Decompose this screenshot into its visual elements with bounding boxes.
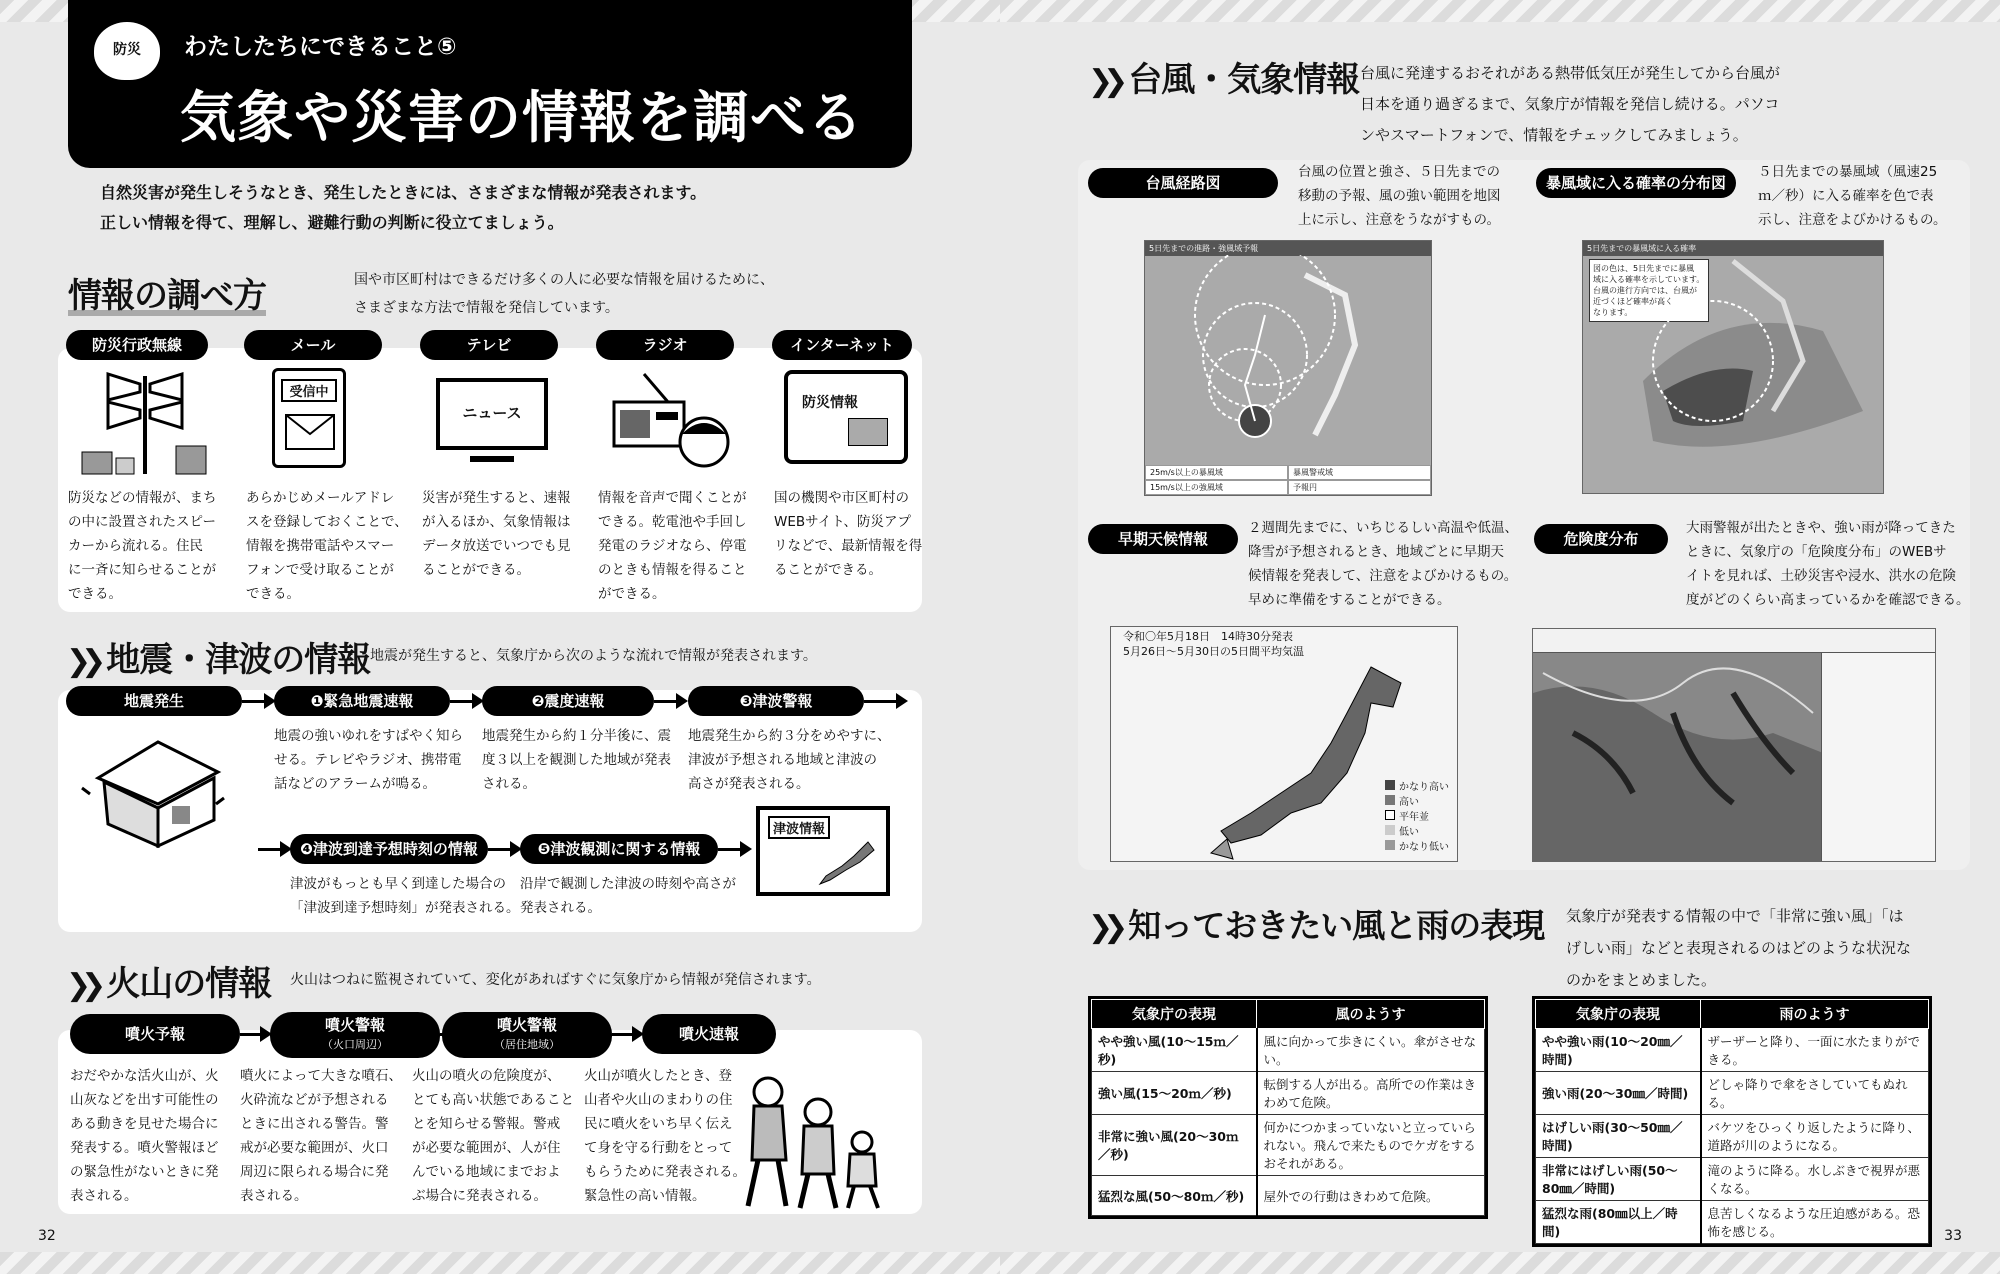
desc-line: さまざまな方法で情報を発信しています。 (354, 300, 619, 316)
table-header: 雨のようす (1701, 1000, 1929, 1029)
step-sub: （居住地域） (494, 1038, 560, 1051)
section-title-earthquake (66, 632, 370, 681)
text-line: とても高い状態であること (412, 1092, 574, 1108)
text-line: 緊急性の高い情報。 (584, 1188, 706, 1204)
text-line: ある動きを見せた場合に (70, 1116, 219, 1132)
table-cell: 非常に強い風(20〜30ｍ／秒) (1092, 1115, 1257, 1176)
section-title-typhoon (1088, 52, 1359, 101)
legend-item: 15m/s以上の強風域 (1145, 480, 1288, 495)
table-row (1536, 1029, 1929, 1072)
text-line: 山者や火山のまわりの住 (584, 1092, 733, 1108)
table-header: 気象庁の表現 (1536, 1000, 1701, 1029)
table-cell: ザーザーと降り、一面に水たまりができる。 (1701, 1029, 1929, 1072)
text-line: 情報を音声で聞くことが (598, 490, 747, 506)
text-line: 発電のラジオなら、停電 (598, 538, 747, 554)
text-line: できる。 (68, 586, 122, 602)
table-cell: やや強い風(10〜15ｍ／秒) (1092, 1029, 1257, 1072)
desc-line: 日本を通り過ぎるまで、気象庁が情報を発信し続ける。パソコ (1360, 95, 1780, 113)
label-bousai-musen: 防災行政無線 (66, 330, 208, 360)
table-header-row (1092, 1000, 1485, 1029)
text-line: が必要な範囲が、人が住 (412, 1140, 561, 1156)
text-line: 災害が発生すると、速報 (422, 490, 571, 506)
text-line: 戒が必要な範囲が、火口 (240, 1140, 389, 1156)
text-line: せる。テレビやラジオ、携帯電 (274, 752, 462, 768)
label-tv: テレビ (420, 330, 558, 360)
text-line: 示し、注意をよびかけるもの。 (1758, 212, 1947, 228)
table-row (1536, 1201, 1929, 1244)
intro-line-2: 正しい情報を得て、理解し、避難行動の判断に役立てましょう。 (100, 213, 564, 232)
text-line: 度がどのくらい高まっているかを確認できる。 (1686, 592, 1970, 608)
text-line: 度３以上を観測した地域が発表 (482, 752, 671, 768)
section-title-text: 知っておきたい風と雨の表現 (1128, 906, 1545, 945)
badge-label: 防災 (113, 42, 141, 58)
table-row (1536, 1158, 1929, 1201)
title-banner (68, 0, 912, 168)
text-danger-distribution (1686, 516, 1970, 612)
note-line: 図の色は、5日先までに暴風 (1593, 264, 1695, 273)
text-early-weather (1248, 516, 1518, 612)
text-line: 大雨警報が出たときや、強い雨が降ってきた (1686, 520, 1956, 536)
text-eruption-flash (584, 1064, 746, 1208)
mail-phone-icon (272, 368, 346, 468)
section-desc-volcano: 火山はつねに監視されていて、変化があればすぐに気象庁から情報が発信されます。 (290, 972, 821, 988)
text-line: 移動の予報、風の強い範囲を地図 (1298, 188, 1501, 204)
evacuating-people-icon (740, 1070, 900, 1210)
text-typhoon-track (1298, 160, 1501, 232)
text-line: のときも情報を得ること (598, 562, 747, 578)
page-number-right: 33 (1944, 1228, 1962, 1244)
tv-stand (470, 456, 514, 462)
table-header: 気象庁の表現 (1092, 1000, 1257, 1029)
label-mail: メール (244, 330, 382, 360)
legend-label: かなり高い (1399, 782, 1449, 793)
top-stripe (1000, 0, 2000, 22)
text-line: 高さが発表される。 (688, 776, 810, 792)
map-toolbar (1533, 629, 1935, 653)
flow-arrow (718, 848, 748, 851)
text-line: できる。乾電池や手回し (598, 514, 747, 530)
table-cell: 猛烈な雨(80㎜以上／時間) (1536, 1201, 1701, 1244)
text-line: ができる。 (598, 586, 666, 602)
label-typhoon-track: 台風経路図 (1088, 168, 1278, 198)
text-line: ２週間先までに、いちじるしい高温や低温、 (1248, 520, 1518, 536)
note-line: 近づくほど確率が高く (1593, 297, 1673, 306)
text-line: 候情報を発表して、注意をよびかけるもの。 (1248, 568, 1518, 584)
table-row (1092, 1029, 1485, 1072)
flow-arrow (240, 1033, 268, 1036)
mail-art-label: 受信中 (281, 379, 337, 402)
flow-arrow (450, 700, 480, 703)
tsunami-board-icon (756, 806, 890, 896)
chevron-right-icon: ❯❯ (66, 644, 97, 679)
text-tsunami-observed (520, 872, 736, 920)
step-sub: （火口周辺） (322, 1038, 388, 1051)
text-radio (598, 486, 747, 606)
legend-item: 予報円 (1288, 480, 1431, 495)
desc-line: のかをまとめました。 (1566, 971, 1717, 989)
page-number-left: 32 (38, 1228, 56, 1244)
table-cell: やや強い雨(10〜20㎜／時間) (1536, 1029, 1701, 1072)
tsunami-board-label: 津波情報 (768, 816, 830, 839)
collapsed-house-icon (78, 728, 228, 848)
text-line: 発表する。噴火警報ほど (70, 1140, 219, 1156)
legend-item: 25m/s以上の暴風域 (1145, 465, 1288, 480)
text-line: 周辺に限られる場合に発 (240, 1164, 389, 1180)
text-line: に一斉に知らせることが (68, 562, 217, 578)
text-line: とを知らせる警報。警戒 (412, 1116, 561, 1132)
section-desc-info-methods (354, 266, 774, 322)
text-line: ときに、気象庁の「危険度分布」のWEBサ (1686, 544, 1947, 560)
map-title: 5日先までの進路・強風域予報 (1145, 241, 1431, 256)
text-mail (246, 486, 408, 606)
text-line: 津波が予想される地域と津波の (688, 752, 877, 768)
envelope-icon (285, 414, 335, 450)
section-title-info-methods: 情報の調べ方 (68, 276, 266, 316)
desc-line: 国や市区町村はできるだけ多くの人に必要な情報を届けるために、 (354, 272, 774, 288)
text-line: 民に噴火をいち早く伝え (584, 1116, 733, 1132)
legend-label: 高い (1399, 797, 1419, 808)
flow-arrow (612, 1033, 640, 1036)
flow-arrow (258, 848, 288, 851)
legend-item (1385, 810, 1449, 825)
text-line: が入るほか、気象情報は (422, 514, 571, 530)
legend-label: 低い (1399, 827, 1419, 838)
step-label: 噴火警報 (324, 1016, 385, 1034)
text-line: WEBサイト、防災アプ (774, 514, 911, 530)
table-cell: 強い雨(20〜30㎜／時間) (1536, 1072, 1701, 1115)
step-eruption-flash (642, 1014, 776, 1054)
legend-item (1385, 795, 1449, 810)
text-line: 「津波到達予想時刻」が発表される。 (290, 900, 520, 916)
text-line: カーから流れる。住民 (68, 538, 203, 554)
table-cell: 滝のように降る。水しぶきで視界が悪くなる。 (1701, 1158, 1929, 1201)
table-cell: はげしい雨(30〜50㎜／時間) (1536, 1115, 1701, 1158)
text-tv (422, 486, 571, 582)
label-radio: ラジオ (596, 330, 734, 360)
step-shindo: ❷震度速報 (482, 686, 654, 716)
step-earthquake: 地震発生 (66, 686, 242, 716)
map-sidebar (1821, 653, 1935, 861)
table-cell: 息苦しくなるような圧迫感がある。恐怖を感じる。 (1701, 1201, 1929, 1244)
tv-icon (436, 378, 548, 450)
text-line: ることができる。 (774, 562, 882, 578)
text-volcano-forecast (70, 1064, 219, 1208)
text-line: あらかじめメールアドレ (246, 490, 395, 506)
note-line: 域に入る確率を示しています。 (1593, 275, 1705, 284)
chevron-right-icon: ❯❯ (1088, 64, 1119, 99)
map-title: 5日先までの暴風域に入る確率 (1583, 241, 1883, 256)
table-cell: 風に向かって歩きにくい。傘がさせない。 (1257, 1029, 1485, 1072)
bottom-stripe (1000, 1252, 2000, 1274)
bottom-stripe (0, 1252, 1000, 1274)
text-internet (774, 486, 922, 582)
text-line: 降雪が予想されるとき、地域ごとに早期天 (1248, 544, 1504, 560)
text-bousai-musen (68, 486, 217, 606)
section-title-volcano (66, 956, 271, 1005)
table-row (1536, 1115, 1929, 1158)
text-eew (274, 724, 463, 796)
text-line: ときに出される警告。警 (240, 1116, 389, 1132)
table-row (1092, 1072, 1485, 1115)
text-line: 山灰などを出す可能性の (70, 1092, 219, 1108)
legend-item: 暴風警戒域 (1288, 465, 1431, 480)
page-title: 気象や災害の情報を調べる (180, 86, 864, 151)
text-line: 表される。 (240, 1188, 308, 1204)
japan-map-icon (816, 840, 876, 886)
section-title-text: 台風・気象情報 (1128, 60, 1360, 100)
label-early-weather: 早期天候情報 (1088, 524, 1238, 554)
step-volcano-warning-resident (442, 1012, 612, 1058)
legend-item (1385, 825, 1449, 840)
text-line: おだやかな活火山が、火 (70, 1068, 219, 1084)
text-line: 噴火によって大きな噴石、 (240, 1068, 402, 1084)
table-cell: 屋外での行動はきわめて危険。 (1257, 1176, 1485, 1216)
text-line: 表される。 (70, 1188, 138, 1204)
loudspeaker-icon (80, 366, 210, 478)
right-page (1000, 0, 2000, 1274)
step-label: 噴火警報 (496, 1016, 557, 1034)
desc-line: 気象庁が発表する情報の中で「非常に強い風」「は (1566, 907, 1904, 925)
table-cell: バケツをひっくり返したように降り、道路が川のようになる。 (1701, 1115, 1929, 1158)
early-weather-map (1110, 626, 1458, 862)
text-line: 台風の位置と強さ、５日先までの (1298, 164, 1500, 180)
label-danger-distribution: 危険度分布 (1534, 524, 1668, 554)
legend-label: 平年並 (1399, 812, 1429, 823)
text-line: ５日先までの暴風域（風速25 (1758, 164, 1938, 180)
table-row (1092, 1115, 1485, 1176)
disaster-badge-icon (94, 22, 160, 80)
flow-arrow (242, 700, 272, 703)
table-row (1536, 1072, 1929, 1115)
desc-line: 台風に発達するおそれがある熱帯低気圧が発生してから台風が (1360, 64, 1781, 82)
desc-line: ンやスマートフォンで、情報をチェックしてみましょう。 (1360, 126, 1748, 144)
text-line: て身を守る行動をとって (584, 1140, 733, 1156)
table-header-row (1536, 1000, 1929, 1029)
text-line: データ放送でいつでも見 (422, 538, 571, 554)
intro-text (100, 178, 706, 238)
table-cell: どしゃ降りで傘をさしていてもぬれる。 (1701, 1072, 1929, 1115)
tv-art-label: ニュース (462, 404, 522, 422)
text-line: 沿岸で観測した津波の時刻や高さが (520, 876, 736, 892)
internet-art-label: 防災情報 (802, 395, 858, 411)
text-shindo (482, 724, 671, 796)
table-row (1092, 1176, 1485, 1216)
note-line: 台風の進行方向では、台風が (1593, 286, 1697, 295)
flow-arrow (864, 700, 904, 703)
text-line: 上に示し、注意をうながすもの。 (1298, 212, 1500, 228)
step-volcano-forecast (70, 1014, 240, 1054)
probability-shading-icon (1583, 241, 1884, 494)
label-storm-probability: 暴風域に入る確率の分布図 (1536, 168, 1736, 198)
tablet-chart (848, 418, 888, 446)
text-line: イトを見れば、土砂災害や浸水、洪水の危険 (1686, 568, 1956, 584)
text-line: 火山が噴火したとき、登 (584, 1068, 732, 1084)
table-cell: 何かにつかまっていないと立っていられない。飛んで来たものでケガをするおそれがある。 (1257, 1115, 1485, 1176)
text-line: んでいる地域にまでおよ (412, 1164, 561, 1180)
step-label: 噴火速報 (678, 1025, 739, 1043)
legend-item (1385, 780, 1449, 795)
table-cell: 転倒する人が出る。高所での作業はきわめて危険。 (1257, 1072, 1485, 1115)
typhoon-track-map (1144, 240, 1432, 496)
flow-arrow (654, 700, 684, 703)
table-cell: 猛烈な風(50〜80ｍ／秒) (1092, 1176, 1257, 1216)
text-line: フォンで受け取ることが (246, 562, 394, 578)
text-line: 火砕流などが予想される (240, 1092, 389, 1108)
step-eew: ❶緊急地震速報 (274, 686, 450, 716)
text-tsunami-warning (688, 724, 891, 796)
text-line: される。 (482, 776, 536, 792)
desc-line: げしい雨」などと表現されるのはどのような状況な (1566, 939, 1912, 957)
storm-probability-map (1582, 240, 1884, 494)
text-line: 早めに準備をすることができる。 (1248, 592, 1451, 608)
text-line: 話などのアラームが鳴る。 (274, 776, 436, 792)
text-line: 防災などの情報が、まち (68, 490, 217, 506)
text-line: 国の機関や市区町村の (774, 490, 909, 506)
table-cell: 非常にはげしい雨(50〜80㎜／時間) (1536, 1158, 1701, 1201)
flow-arrow (488, 848, 518, 851)
legend-item (1385, 840, 1449, 855)
text-line: 火山の噴火の危険度が、 (412, 1068, 561, 1084)
section-desc-wind-rain (1566, 900, 1911, 996)
map-legend (1145, 465, 1431, 495)
section-title-text: 火山の情報 (106, 964, 272, 1004)
radio-icon (604, 372, 732, 472)
table-cell: 強い風(15〜20ｍ／秒) (1092, 1072, 1257, 1115)
wind-table (1088, 996, 1488, 1219)
text-line: できる。 (246, 586, 300, 602)
chevron-right-icon: ❯❯ (66, 968, 97, 1003)
text-line: 情報を携帯電話やスマー (246, 538, 395, 554)
section-title-wind-rain (1088, 900, 1544, 947)
label-internet: インターネット (772, 330, 912, 360)
text-line: ぶ場合に発表される。 (412, 1188, 547, 1204)
text-line: もらうために発表される。 (584, 1164, 746, 1180)
step-tsunami-observed: ❺津波観測に関する情報 (520, 834, 718, 864)
text-line: の緊急性がないときに発 (70, 1164, 219, 1180)
text-line: 地震発生から約１分半後に、震 (482, 728, 671, 744)
danger-distribution-map (1532, 628, 1936, 862)
text-storm-probability (1758, 160, 1946, 232)
text-volcano-warning-crater (240, 1064, 402, 1208)
text-line: 津波がもっとも早く到達した場合の (290, 876, 506, 892)
map-title (1123, 629, 1445, 659)
step-label: 噴火予報 (124, 1025, 185, 1043)
text-line: の中に設置されたスピー (68, 514, 216, 530)
forecast-circles-icon (1145, 255, 1432, 455)
text-line: ｍ／秒）に入る確率を色で表 (1758, 188, 1934, 204)
japan-map-icon (1171, 663, 1411, 862)
text-volcano-warning-resident (412, 1064, 574, 1208)
text-tsunami-arrival (290, 872, 520, 920)
rain-table (1532, 996, 1932, 1247)
map-title-line: 令和〇年5月18日 14時30分発表 (1123, 630, 1293, 643)
text-line: 地震発生から約３分をめやすに、 (688, 728, 891, 744)
map-title-line: 5月26日〜5月30日の5日間平均気温 (1123, 645, 1304, 658)
intro-line-1: 自然災害が発生しそうなとき、発生したときには、さまざまな情報が発表されます。 (100, 183, 707, 202)
note-line: なります。 (1593, 308, 1633, 317)
step-tsunami-arrival: ❹津波到達予想時刻の情報 (290, 834, 488, 864)
text-line: リなどで、最新情報を得 (774, 538, 923, 554)
text-line: ることができる。 (422, 562, 530, 578)
terrain-map-icon (1533, 653, 1823, 861)
text-line: 地震の強いゆれをすばやく知ら (274, 728, 463, 744)
step-volcano-warning-crater (270, 1012, 440, 1058)
table-header: 風のようす (1257, 1000, 1485, 1029)
text-line: 発表される。 (520, 900, 601, 916)
section-title-text: 地震・津波の情報 (106, 640, 371, 680)
map-legend (1385, 780, 1449, 855)
chevron-right-icon: ❯❯ (1088, 910, 1119, 945)
text-line: スを登録しておくことで、 (246, 514, 408, 530)
section-desc-typhoon (1360, 58, 1780, 151)
section-desc-earthquake: 地震が発生すると、気象庁から次のような流れで情報が発表されます。 (370, 648, 817, 664)
step-tsunami-warning: ❸津波警報 (688, 686, 864, 716)
tablet-icon (784, 370, 908, 464)
legend-label: かなり低い (1399, 842, 1449, 853)
header-subtitle: わたしたちにできること⑤ (184, 34, 457, 60)
